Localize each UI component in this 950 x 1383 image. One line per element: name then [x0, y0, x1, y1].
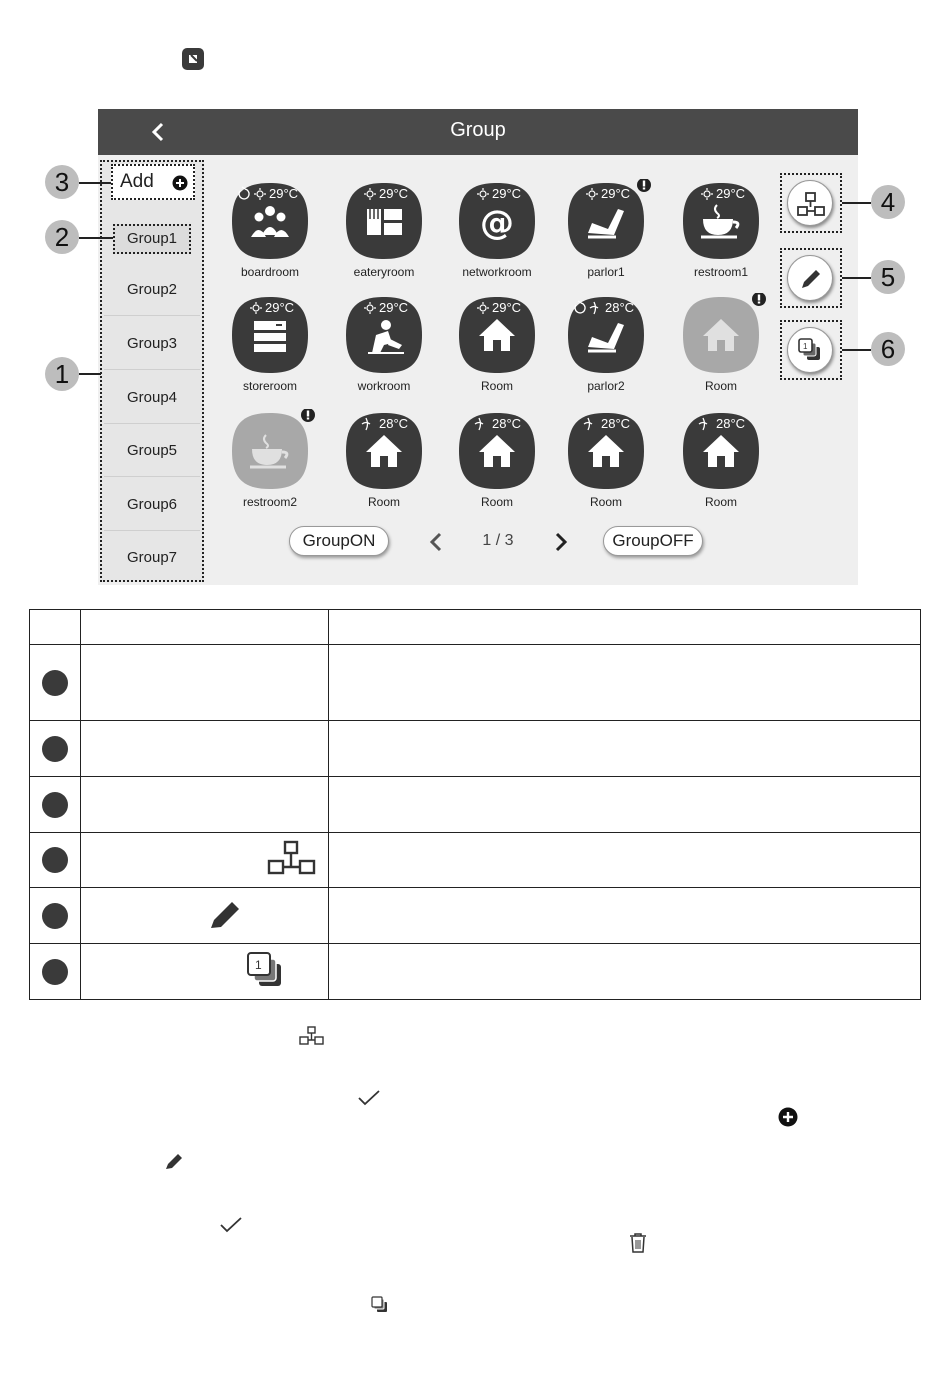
sidebar-item-group7[interactable]: Group7 — [126, 549, 178, 566]
legend-bullet — [42, 959, 68, 985]
room-label: Room — [480, 379, 513, 393]
chevron-left-icon — [428, 532, 444, 552]
callout-4: 4 — [871, 185, 905, 219]
sidebar-item-group5[interactable]: Group5 — [104, 425, 200, 477]
legend-bullet — [42, 670, 68, 696]
room-label: boardroom — [240, 265, 300, 279]
room-label: Room — [367, 495, 400, 509]
room-temperature: 28°C — [716, 416, 746, 431]
plus-circle-icon — [778, 1107, 798, 1127]
legend-row-6 — [30, 944, 921, 1000]
callout-3: 3 — [45, 165, 79, 199]
legend-bullet — [42, 847, 68, 873]
room-tile[interactable] — [551, 179, 661, 279]
room-tile[interactable] — [329, 293, 439, 393]
trash-icon — [628, 1232, 648, 1254]
room-label: parlor2 — [587, 379, 625, 393]
legend-bullet — [42, 792, 68, 818]
legend-bullet — [42, 903, 68, 929]
room-temperature: 28°C — [379, 416, 409, 431]
room-label: restroom2 — [242, 495, 298, 509]
room-tile[interactable] — [215, 179, 325, 279]
pencil-icon — [788, 256, 834, 302]
group-on-button[interactable]: GroupON — [289, 526, 389, 556]
stack-copy-icon — [371, 1296, 389, 1314]
page-title: Group — [450, 119, 506, 141]
callout-2: 2 — [45, 220, 79, 254]
callout-4-line — [842, 202, 871, 204]
sidebar-item-group2[interactable]: Group2 — [104, 264, 200, 316]
sidebar-item-group6[interactable]: Group6 — [104, 479, 200, 531]
pencil-icon — [164, 1151, 184, 1171]
callout-1-line — [79, 373, 101, 375]
edit-button[interactable] — [787, 255, 833, 301]
back-button[interactable] — [145, 119, 171, 145]
room-temperature: 28°C — [601, 416, 631, 431]
svg-text:1: 1 — [255, 957, 262, 972]
room-tile[interactable] — [442, 409, 552, 509]
callout-6: 6 — [871, 332, 905, 366]
stack-copy-icon — [246, 951, 286, 989]
room-tile[interactable] — [215, 293, 325, 393]
room-label: Room — [589, 495, 622, 509]
callout-1: 1 — [45, 357, 79, 391]
legend-row-2 — [30, 721, 921, 777]
sidebar-item-group3[interactable]: Group3 — [104, 318, 200, 370]
chevron-right-icon — [553, 532, 569, 552]
prev-page-button[interactable] — [428, 532, 444, 552]
room-temperature: 29°C — [265, 300, 295, 315]
callout-3-line — [79, 182, 111, 184]
callout-5-line — [842, 277, 871, 279]
room-label: networkroom — [462, 265, 532, 279]
pencil-icon — [208, 897, 244, 931]
next-page-button[interactable] — [553, 532, 569, 552]
coffee-icon — [215, 409, 325, 493]
room-tile[interactable] — [666, 293, 776, 393]
room-label: Room — [704, 379, 737, 393]
room-label: parlor1 — [587, 265, 625, 279]
checkmark-icon — [219, 1216, 243, 1234]
room-temperature: 29°C — [716, 186, 746, 201]
hierarchy-icon — [788, 181, 834, 227]
room-tile[interactable] — [551, 293, 661, 393]
page-indicator: 1 / 3 — [482, 532, 514, 549]
room-tile[interactable] — [442, 293, 552, 393]
room-temperature: 28°C — [605, 300, 635, 315]
legend-table — [29, 609, 921, 1000]
room-temperature: 29°C — [601, 186, 631, 201]
room-temperature: 29°C — [269, 186, 299, 201]
hierarchy-icon — [299, 1026, 325, 1046]
room-tile[interactable] — [442, 179, 552, 279]
room-tile[interactable] — [329, 409, 439, 509]
plus-circle-icon — [172, 175, 188, 191]
legend-row-5 — [30, 888, 921, 944]
room-label: Room — [704, 495, 737, 509]
svg-text:1: 1 — [803, 342, 808, 351]
callout-5: 5 — [871, 260, 905, 294]
legend-header-row — [30, 610, 921, 645]
room-label: workroom — [357, 379, 411, 393]
room-label: eateryroom — [353, 265, 415, 279]
room-label: Room — [480, 495, 513, 509]
legend-row-1 — [30, 645, 921, 721]
room-temperature: 29°C — [492, 186, 522, 201]
room-tile[interactable] — [666, 409, 776, 509]
add-label: Add — [120, 171, 154, 192]
app-icon — [182, 48, 204, 70]
chevron-left-icon — [145, 119, 171, 145]
room-temperature: 29°C — [492, 300, 522, 315]
callout-6-line — [842, 349, 871, 351]
room-tile[interactable] — [215, 409, 325, 509]
svg-text:@: @ — [480, 203, 514, 243]
legend-bullet — [42, 736, 68, 762]
room-temperature: 28°C — [492, 416, 522, 431]
legend-row-4 — [30, 833, 921, 888]
room-temperature: 29°C — [379, 186, 409, 201]
room-tile[interactable] — [551, 409, 661, 509]
room-label: storeroom — [242, 379, 298, 393]
group-structure-button[interactable] — [787, 180, 833, 226]
legend-row-3 — [30, 777, 921, 833]
room-tile[interactable] — [666, 179, 776, 279]
hierarchy-icon — [266, 839, 318, 877]
sidebar-item-group4[interactable]: Group4 — [104, 372, 200, 424]
stack-copy-icon — [788, 328, 834, 374]
room-temperature: 29°C — [379, 300, 409, 315]
callout-2-line — [79, 237, 113, 239]
sidebar-item-group1[interactable]: Group1 — [113, 224, 191, 254]
house-icon — [666, 293, 776, 377]
copy-button[interactable] — [787, 327, 833, 373]
group-off-button[interactable]: GroupOFF — [603, 526, 703, 556]
room-tile[interactable] — [329, 179, 439, 279]
room-label: restroom1 — [693, 265, 749, 279]
checkmark-icon — [357, 1089, 381, 1107]
